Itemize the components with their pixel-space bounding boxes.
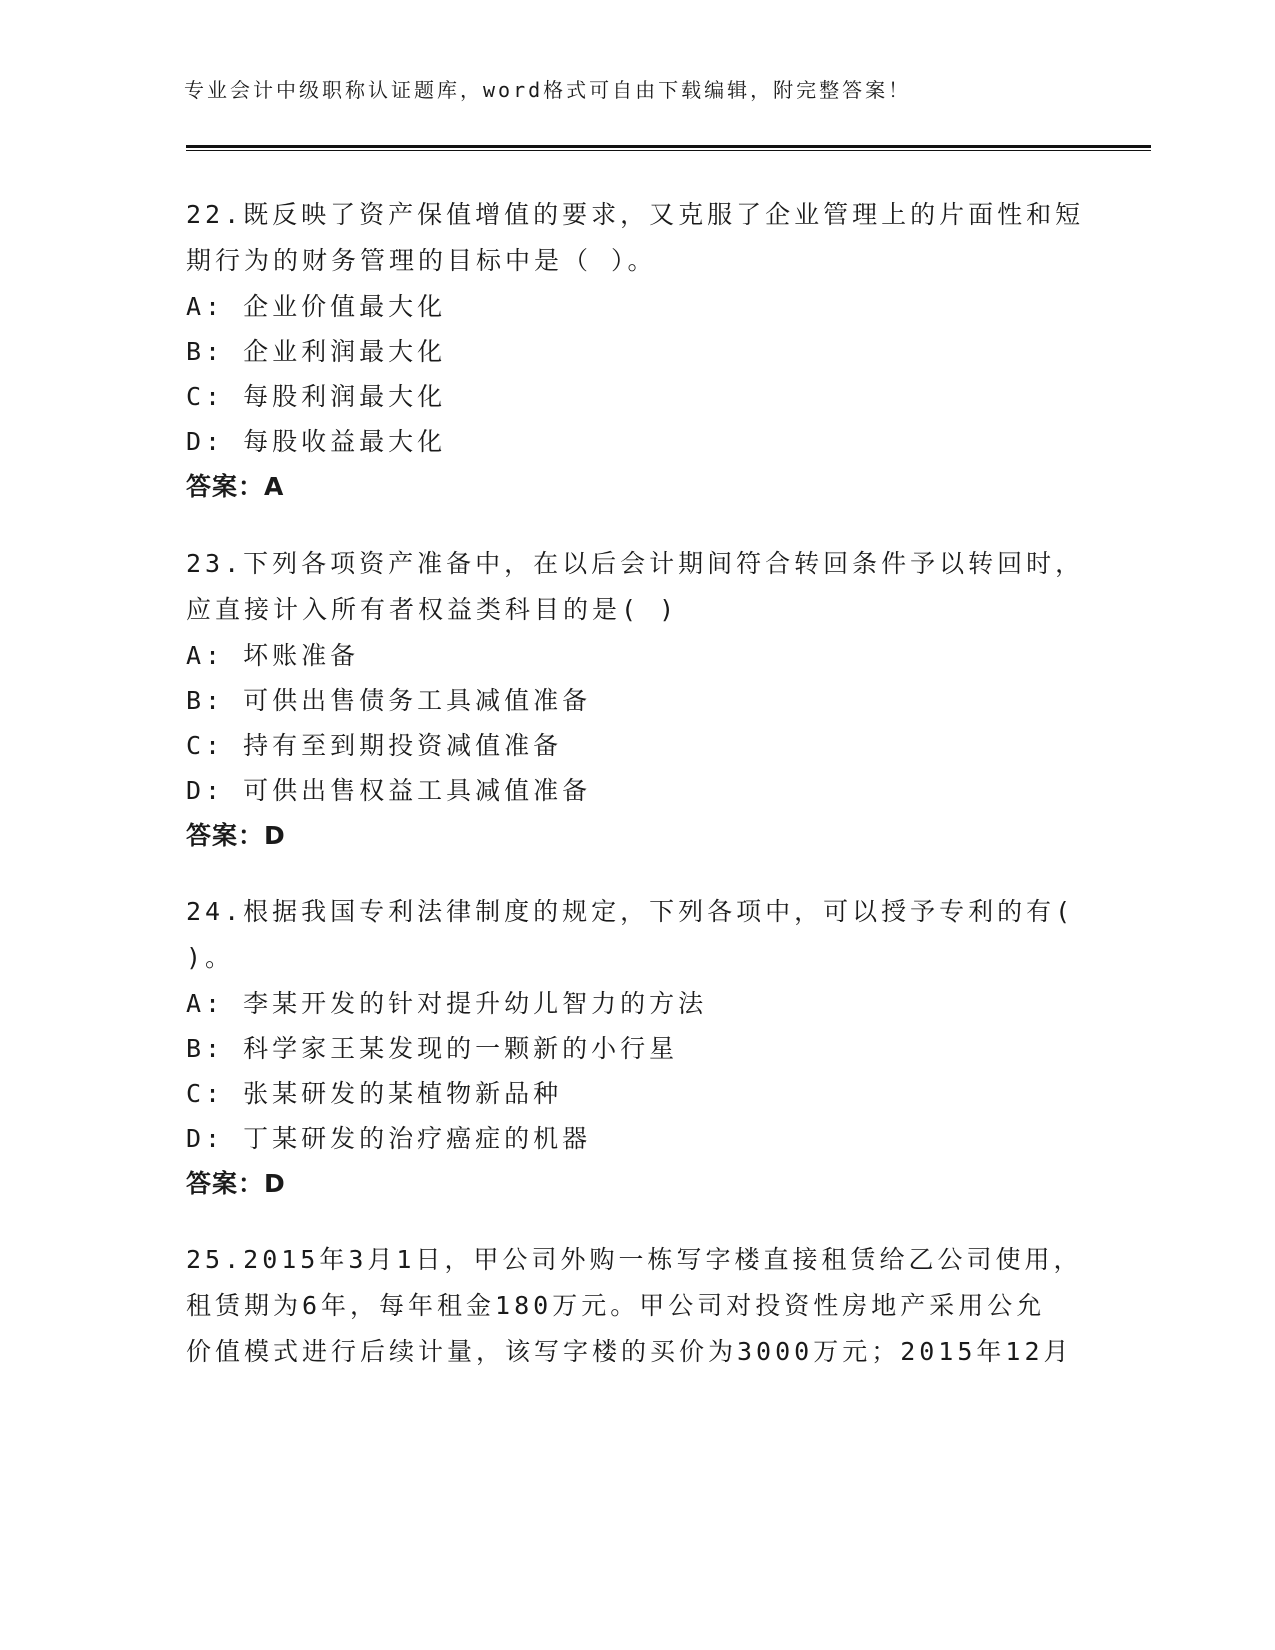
option-c: C: 持有至到期投资减值准备 (186, 731, 563, 760)
option-b: B: 企业利润最大化 (186, 337, 447, 366)
option-c: C: 每股利润最大化 (186, 382, 447, 411)
question-25 (186, 1237, 1086, 1375)
option-a: A: 企业价值最大化 (186, 292, 447, 321)
option-d: D: 丁某研发的治疗癌症的机器 (186, 1124, 592, 1153)
page-header: 专业会计中级职称认证题库，word格式可自由下载编辑，附完整答案！ (184, 78, 912, 102)
answer-line: 答案：A (186, 472, 285, 501)
stem-line: 租赁期为6年，每年租金180万元。甲公司对投资性房地产采用公允 (186, 1291, 1046, 1320)
header-divider-thin (186, 150, 1151, 151)
question-23 (186, 541, 1086, 859)
option-a: A: 李某开发的针对提升幼儿智力的方法 (186, 989, 708, 1018)
option-c: C: 张某研发的某植物新品种 (186, 1079, 563, 1108)
option-a: A: 坏账准备 (186, 641, 360, 670)
stem-line: )。 (186, 943, 235, 972)
stem-line: 22.既反映了资产保值增值的要求，又克服了企业管理上的片面性和短 (186, 200, 1085, 229)
stem-line: 23.下列各项资产准备中，在以后会计期间符合转回条件予以转回时， (186, 549, 1085, 578)
stem-line: 24.根据我国专利法律制度的规定，下列各项中，可以授予专利的有( (186, 897, 1075, 926)
answer-line: 答案：D (186, 821, 286, 850)
question-stem (186, 1237, 1086, 1375)
option-d: D: 每股收益最大化 (186, 427, 447, 456)
question-24 (186, 889, 1086, 1207)
option-d: D: 可供出售权益工具减值准备 (186, 776, 592, 805)
stem-line: 25.2015年3月1日，甲公司外购一栋写字楼直接租赁给乙公司使用， (186, 1245, 1083, 1274)
question-22 (186, 192, 1086, 510)
question-stem (186, 541, 1086, 633)
option-b: B: 可供出售债务工具减值准备 (186, 686, 592, 715)
stem-line: 价值模式进行后续计量，该写字楼的买价为3000万元；2015年12月 (186, 1337, 1073, 1366)
stem-line: 期行为的财务管理的目标中是（ ）。 (186, 246, 657, 275)
question-stem (186, 192, 1086, 284)
option-b: B: 科学家王某发现的一颗新的小行星 (186, 1034, 679, 1063)
header-divider-thick (186, 145, 1151, 148)
question-stem (186, 889, 1086, 981)
answer-line: 答案：D (186, 1169, 286, 1198)
stem-line: 应直接计入所有者权益类科目的是( ) (186, 595, 679, 624)
